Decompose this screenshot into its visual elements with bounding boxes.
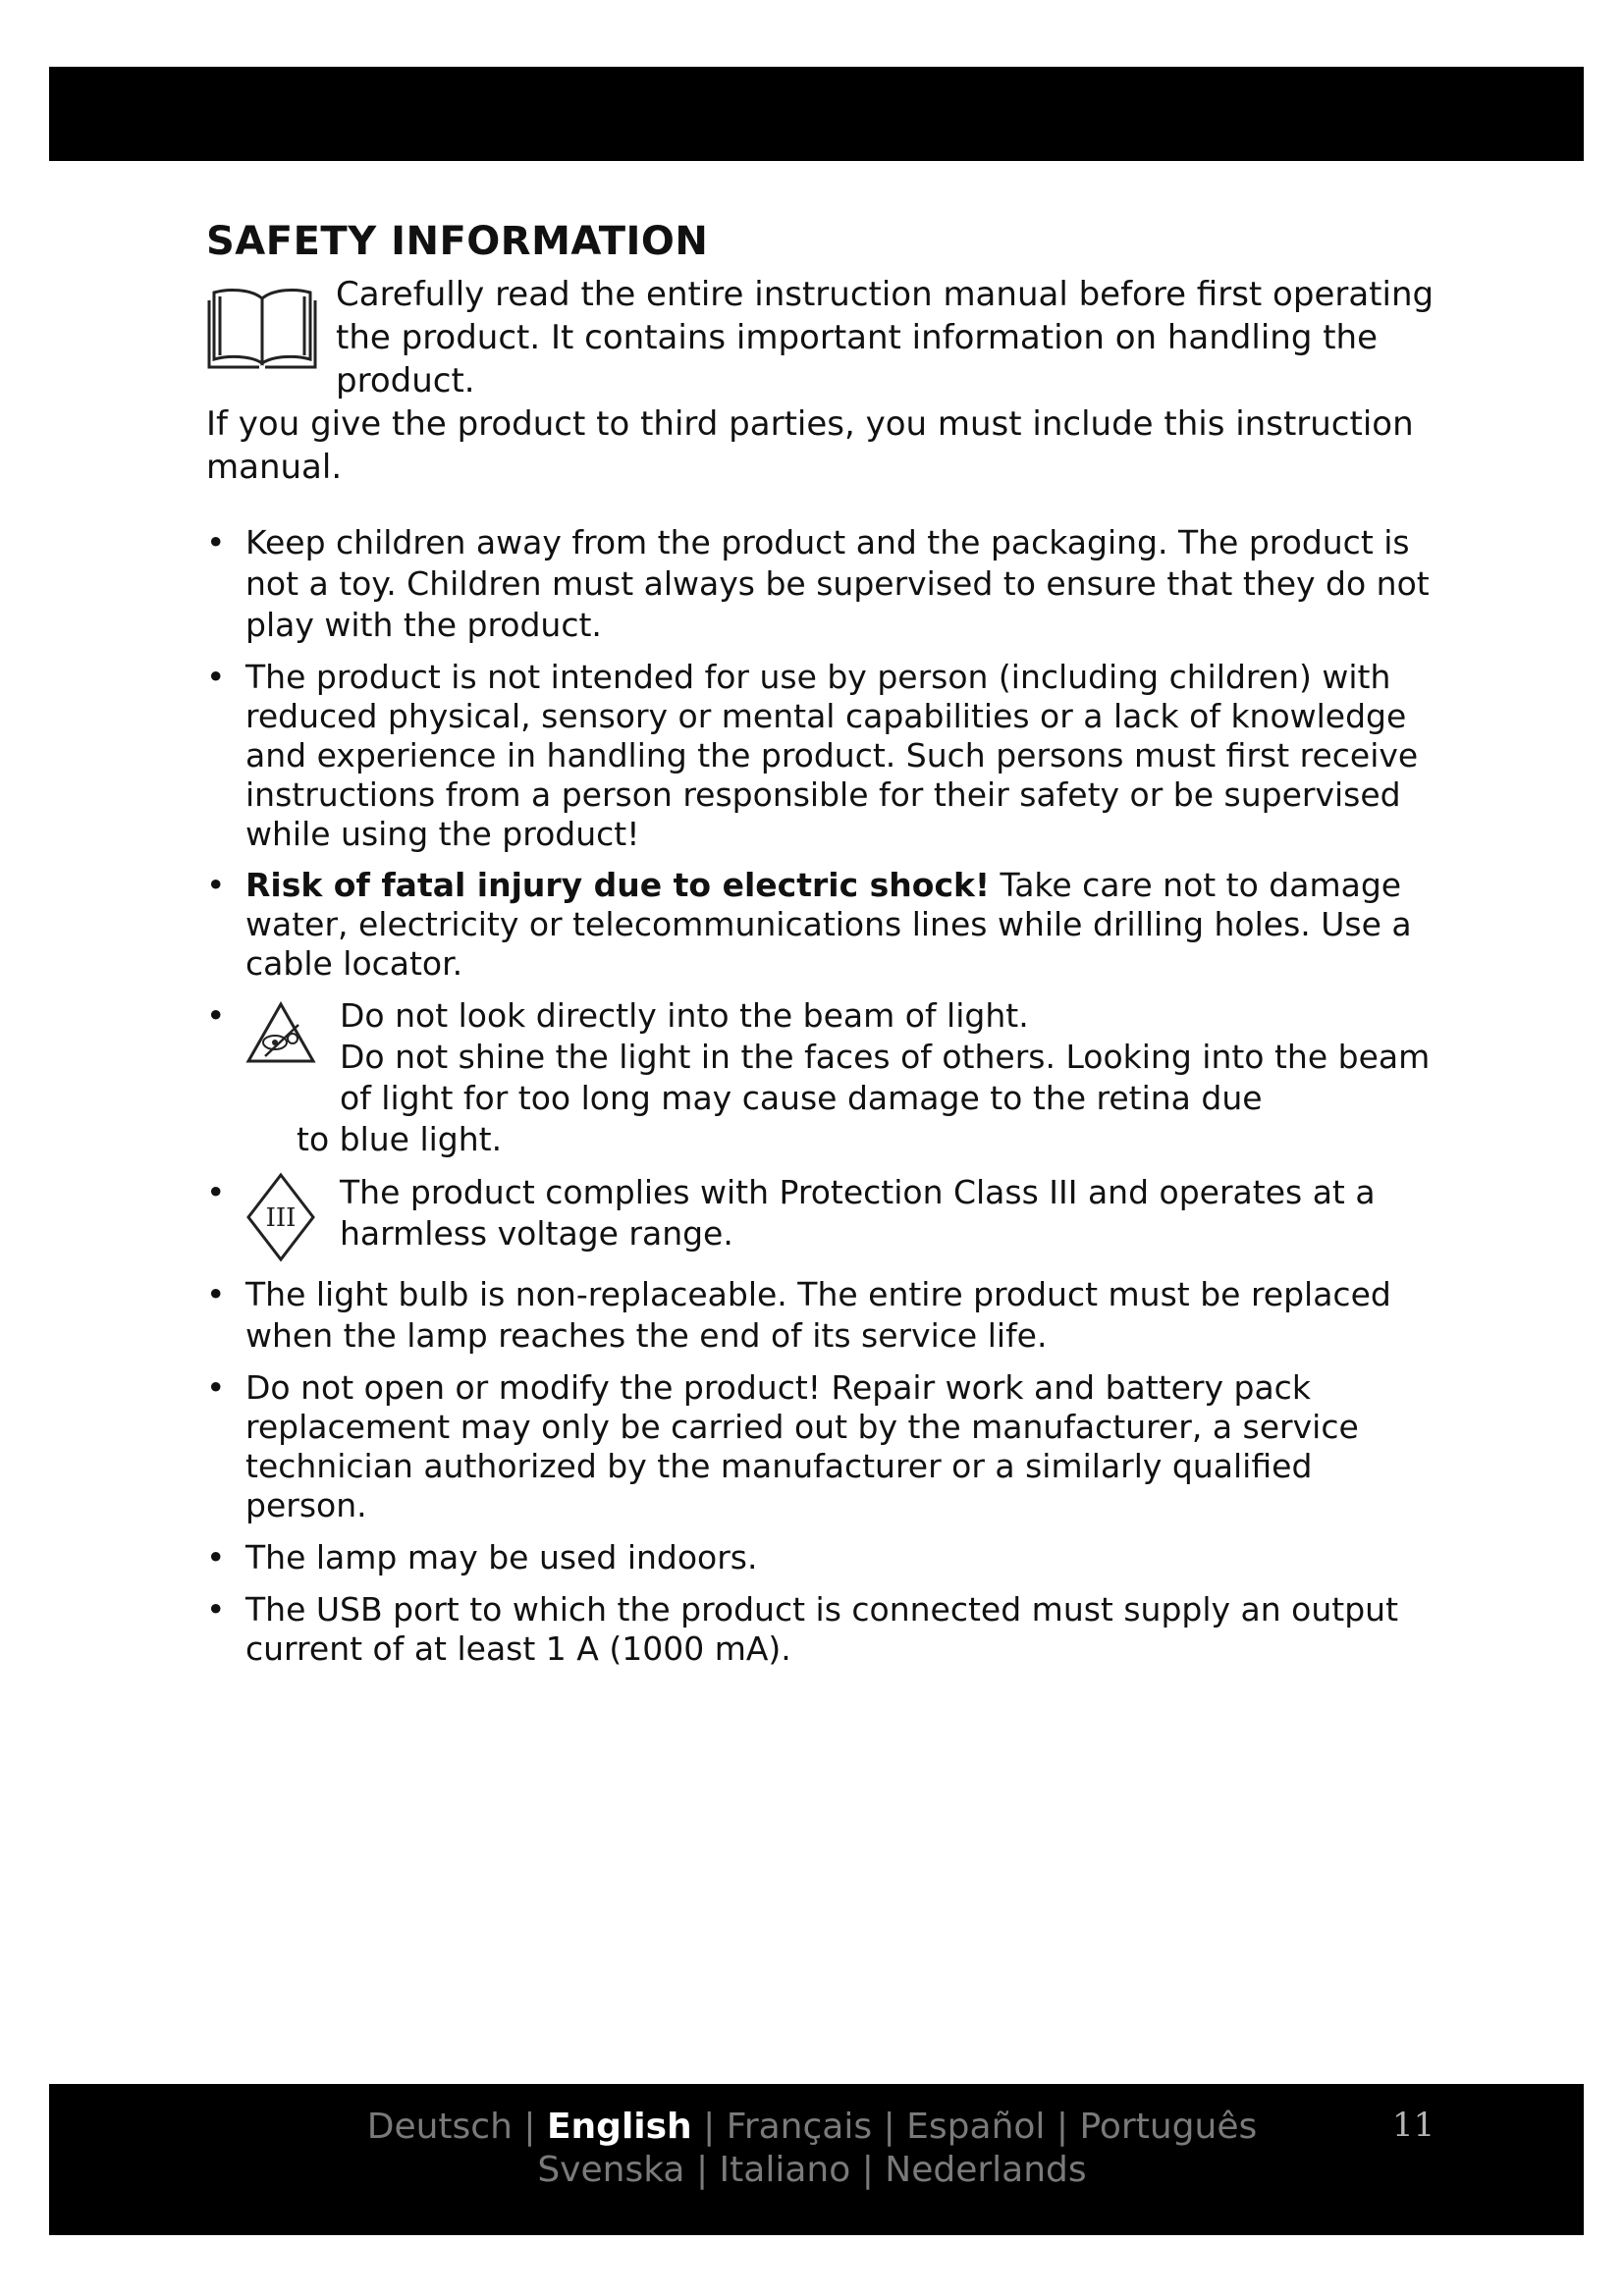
list-item <box>206 1590 1443 1669</box>
language-separator: | <box>695 2150 709 2190</box>
language-italiano[interactable]: Italiano <box>719 2150 851 2190</box>
header-bar <box>49 67 1584 161</box>
language-separator: | <box>703 2107 716 2147</box>
language-separator: | <box>883 2107 895 2147</box>
bullet-glyph: • <box>206 1368 226 1407</box>
protection-row <box>245 1172 1443 1262</box>
language-nederlands[interactable]: Nederlands <box>885 2150 1087 2190</box>
language-francais[interactable]: Français <box>726 2107 873 2147</box>
language-english[interactable]: English <box>546 2107 692 2147</box>
shock-warning-bold: Risk of fatal injury due to electric shock! <box>245 866 991 904</box>
bulb-notice: The light bulb is non-replaceable. The entire product must be replaced when the lamp reaches the end of its service life. <box>245 1275 1391 1355</box>
modify-warning: Do not open or modify the product! Repair work and battery pack replacement may only be carried out by the manufacturer, a service technician authorized by the manufacturer or a similarly qualified person. <box>245 1368 1359 1524</box>
bullet-glyph: • <box>206 523 226 561</box>
language-separator: | <box>523 2107 536 2147</box>
intro-block <box>206 273 1443 402</box>
language-line-2 <box>0 2150 1624 2190</box>
language-separator: | <box>861 2150 874 2190</box>
light-warning-a: Do not look directly into the beam of light. <box>340 996 1029 1035</box>
language-deutsch[interactable]: Deutsch <box>366 2107 513 2147</box>
protection-class-iii-icon <box>245 1172 316 1262</box>
list-item <box>206 522 1443 646</box>
usb-notice: The USB port to which the product is connected must supply an output current of at least 1 A (1000 mA). <box>245 1590 1399 1668</box>
shock-warning-text: Take care not to damage water, electricity or telecommunications lines while drilling holes. Use a cable locator. <box>245 866 1412 983</box>
bullet-glyph: • <box>206 1275 226 1313</box>
language-line-1 <box>0 2107 1624 2147</box>
bullet-glyph: • <box>206 1538 226 1576</box>
bullet-glyph: • <box>206 1173 226 1211</box>
light-warning-b: Do not shine the light in the faces of others. Looking into the beam of light for too long may cause damage to the retina due <box>340 1038 1431 1117</box>
indoors-notice: The lamp may be used indoors. <box>245 1538 758 1576</box>
light-warning-c: to blue light. <box>297 1120 503 1158</box>
intro-text: Carefully read the entire instruction manual before first operating the product. It contains important information on handling the product. <box>336 275 1435 400</box>
language-svenska[interactable]: Svenska <box>537 2150 685 2190</box>
section-title: SAFETY INFORMATION <box>206 219 709 264</box>
list-item <box>206 1172 1443 1262</box>
eye-light-warning-icon <box>245 1001 316 1064</box>
language-espanol[interactable]: Español <box>906 2107 1046 2147</box>
children-warning: Keep children away from the product and the packaging. The product is not a toy. Children must always be supervised to ensure that they do not play with the product. <box>245 523 1430 644</box>
bullet-glyph: • <box>206 996 226 1035</box>
safety-list <box>206 522 1443 1669</box>
list-item <box>206 658 1443 854</box>
list-item <box>206 995 1443 1160</box>
protection-class-text: The product complies with Protection Class III and operates at a harmless voltage range. <box>340 1173 1376 1253</box>
capabilities-warning: The product is not intended for use by person (including children) with reduced physical, sensory or mental capabilities or a lack of knowledge and experience in handling the product. Such persons must first receive instructions from a person responsible for their safety or be supervised while using the product! <box>245 658 1419 853</box>
light-warning-row <box>245 995 1443 1119</box>
protection-class-label: III <box>265 1203 297 1233</box>
bullet-glyph: • <box>206 866 226 904</box>
page-number: 11 <box>1392 2106 1435 2145</box>
bullet-glyph: • <box>206 658 226 696</box>
list-item <box>206 1537 1443 1578</box>
open-book-icon <box>206 285 318 369</box>
list-item <box>206 1274 1443 1357</box>
third-parties-note: If you give the product to third parties, you must include this instruction manual. <box>206 404 1414 487</box>
language-portugues[interactable]: Português <box>1079 2107 1258 2147</box>
bullet-glyph: • <box>206 1590 226 1629</box>
list-item <box>206 866 1443 984</box>
list-item <box>206 1368 1443 1525</box>
language-separator: | <box>1056 2107 1069 2147</box>
safety-section <box>206 214 1443 1681</box>
